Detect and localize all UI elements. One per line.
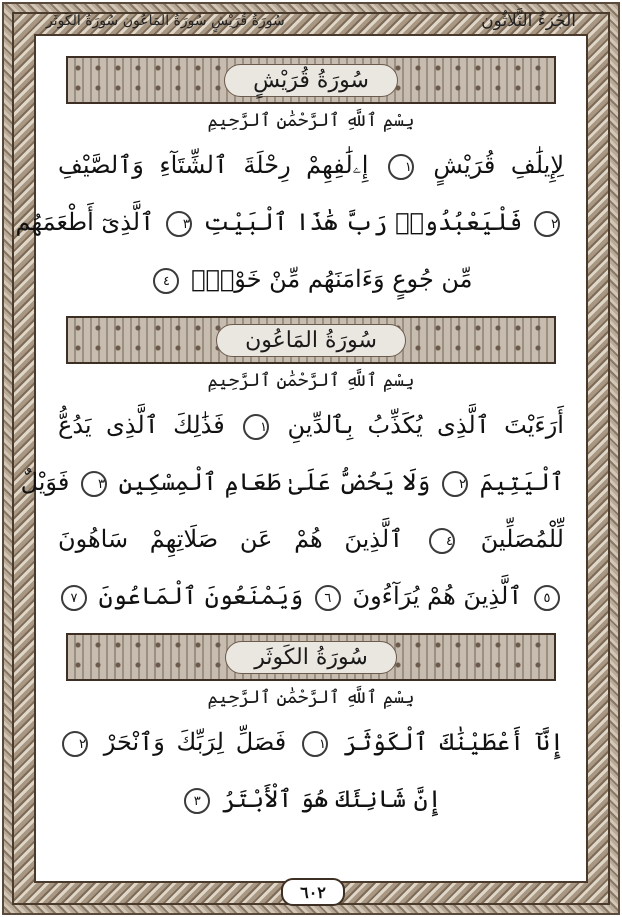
surah-title: سُورَةُ الكَوثَر [225,641,397,674]
ayah-text: وَيَمْنَعُونَ ٱلْمَاعُونَ [98,582,304,610]
basmala: بِسْمِ ٱللَّهِ ٱلرَّحْمَٰنِ ٱلرَّحِيمِ [207,110,415,131]
ayah-text: فَوَيْلٌ [20,468,70,496]
ayah-text: لِإِيلَٰفِ قُرَيْشٍ [433,151,565,179]
ayah-text: إِۦلَٰفِهِمْ رِحْلَةَ ٱلشِّتَآءِ وَٱلصَّيْفِ [58,151,369,179]
ayah-number-marker: ٣ [81,471,107,497]
header-surah-names: سُورَةُ قُرَيْشٍ سُورَةُ المَاعُون سُورَةُ الكَوثَر [46,13,285,29]
ayah-text: ٱلَّذِينَ هُمْ عَن صَلَاتِهِمْ سَاهُونَ [58,525,404,553]
ayah-text: ٱلَّذِينَ هُمْ يُرَآءُونَ [352,582,523,610]
surah-banner-maun [66,316,556,364]
ayah-number-marker: ١ [388,154,414,180]
ayah-text: ٱلَّذِىٓ أَطْعَمَهُم [15,208,155,236]
ayah-number-marker: ٧ [61,585,87,611]
ayah-line [52,714,570,771]
ayah-line [52,397,570,454]
ayah-text: إِنَّآ أَعْطَيْنَٰكَ ٱلْكَوْثَرَ [343,728,564,756]
ayah-number-marker: ٤ [429,528,455,554]
ayah-number-marker: ١ [243,414,269,440]
ayah-number-marker: ٣ [184,788,210,814]
ayah-text: فَصَلِّ لِرَبِّكَ وَٱنْحَرْ [103,728,287,756]
ayah-text: وَلَا يَحُضُّ عَلَىٰ طَعَامِ ٱلْمِسْكِينِ [118,468,431,496]
ayah-number-marker: ٢ [534,211,560,237]
ayah-number-marker: ١ [302,731,328,757]
ayah-number-marker: ٣ [166,211,192,237]
page-content [15,48,570,860]
ayah-text: ٱلْيَتِيمَ [479,468,564,496]
surah-title: سُورَةُ المَاعُون [216,324,406,357]
ayah-line [52,771,570,828]
page-header [46,6,576,36]
ayah-number-marker: ٥ [534,585,560,611]
ayah-text: فَلْيَعْبُدُوا۟ رَبَّ هَٰذَا ٱلْبَيْتِ [203,208,523,236]
ayah-text: مِّن جُوعٍ وَءَامَنَهُم مِّنْ خَوْفٍۭ [191,265,473,293]
ayah-text: فَذَٰلِكَ ٱلَّذِى يَدُعُّ [58,411,225,439]
ayah-text: إِنَّ شَانِئَكَ هُوَ ٱلْأَبْتَرُ [221,785,442,813]
ayah-number-marker: ٤ [153,268,179,294]
ayah-line [52,251,570,308]
ayah-text: أَرَءَيْتَ ٱلَّذِى يُكَذِّبُ بِٱلدِّينِ [287,411,564,439]
juz-title: الجُزءُ الثَّلاثُون [481,11,576,31]
ayah-number-marker: ٦ [315,585,341,611]
surah-banner-kawthar [66,633,556,681]
page-number: ٦٠٢ [281,878,345,906]
ayah-line [20,454,570,511]
ayah-line [52,568,570,625]
ayah-number-marker: ٢ [62,731,88,757]
basmala: بِسْمِ ٱللَّهِ ٱلرَّحْمَٰنِ ٱلرَّحِيمِ [207,687,415,708]
ayah-text: لِّلْمُصَلِّينَ [480,525,564,553]
ayah-line [15,194,570,251]
ayah-line [52,511,570,568]
surah-title: سُورَةُ قُرَيْشٍ [224,64,398,97]
ayah-line [52,137,570,194]
ayah-number-marker: ٢ [442,471,468,497]
basmala: بِسْمِ ٱللَّهِ ٱلرَّحْمَٰنِ ٱلرَّحِيمِ [207,370,415,391]
surah-banner-quraysh [66,56,556,104]
